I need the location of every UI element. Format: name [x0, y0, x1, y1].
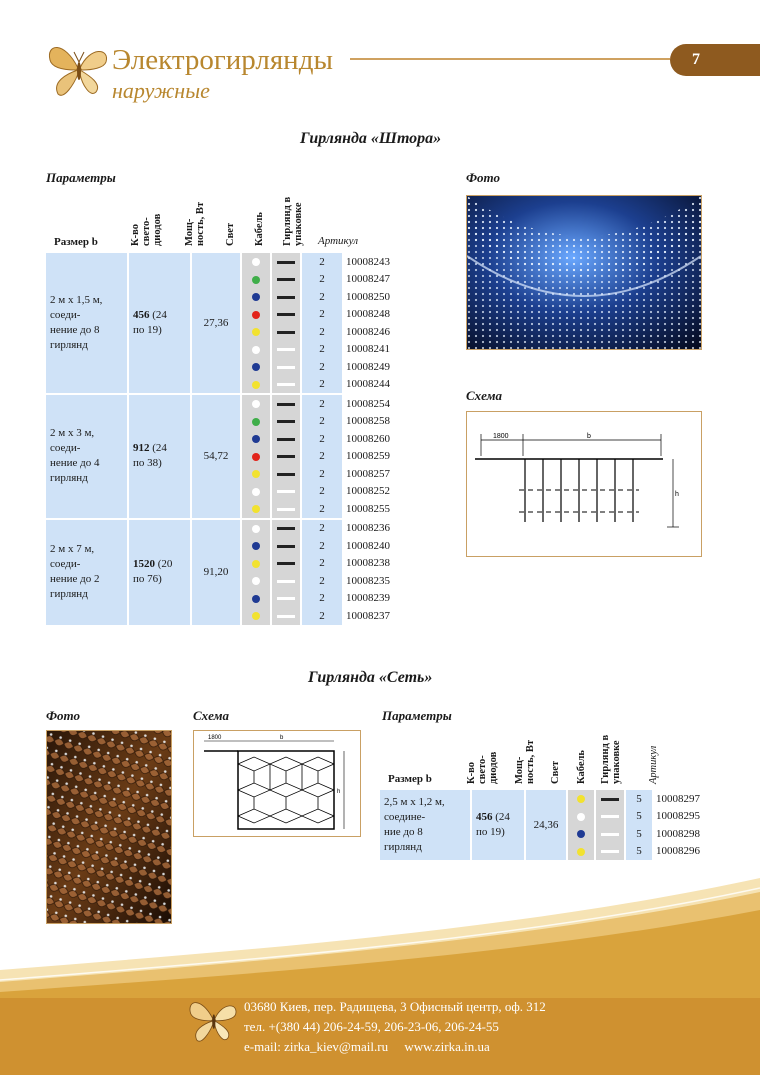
light-color-dot-icon: [252, 470, 260, 478]
light-color-dot-icon: [252, 293, 260, 301]
pack-cell: 2: [301, 500, 342, 519]
cable-cell: [595, 790, 625, 808]
article-cell: 10008250: [342, 288, 406, 306]
cable-color-bar-icon: [277, 261, 295, 264]
power-cell: 24,36: [525, 790, 567, 860]
article-cell: 10008236: [342, 519, 406, 538]
net-scheme: [193, 730, 361, 837]
section-title-net: Гирлянда «Сеть»: [308, 669, 433, 686]
cable-color-bar-icon: [601, 815, 619, 818]
cable-color-bar-icon: [277, 615, 295, 618]
leds-cell: 912 (24 по 38): [128, 394, 191, 519]
scheme-dim-b: b: [587, 433, 591, 440]
pack-cell: 2: [301, 465, 342, 483]
pack-cell: 2: [301, 519, 342, 538]
article-cell: 10008249: [342, 358, 406, 376]
article-cell: 10008247: [342, 271, 406, 289]
article-cell: 10008240: [342, 537, 406, 555]
leds-cell: 1520 (20 по 76): [128, 519, 191, 625]
cable-color-bar-icon: [601, 798, 619, 801]
table-row: [46, 394, 406, 413]
light-color-dot-icon: [577, 830, 585, 838]
cable-color-bar-icon: [277, 278, 295, 281]
article-cell: 10008258: [342, 413, 406, 431]
cable-color-bar-icon: [277, 420, 295, 423]
curtain-spec-table: [46, 253, 406, 625]
photo-label-curtain: Фото: [466, 170, 500, 185]
pack-cell: 2: [301, 288, 342, 306]
pack-cell: 2: [301, 430, 342, 448]
light-color-dot-icon: [252, 363, 260, 371]
light-color-dot-icon: [252, 328, 260, 336]
scheme-label-curtain: Схема: [466, 388, 503, 403]
light-color-dot-icon: [252, 435, 260, 443]
footer-phones: тел. +(380 44) 206-24-59, 206-23-06, 206-24-55: [244, 1019, 499, 1034]
cable-cell: [271, 555, 301, 573]
cable-cell: [271, 413, 301, 431]
article-cell: 10008298: [652, 825, 712, 843]
scheme-label-net: Схема: [193, 708, 230, 723]
params-label-net: Параметры: [382, 708, 452, 723]
light-color-dot-icon: [252, 595, 260, 603]
pack-cell: 2: [301, 590, 342, 608]
net-col-power-header: Мощ- ность, Вт: [514, 739, 536, 784]
power-cell: 91,20: [191, 519, 241, 625]
footer-address: 03680 Киев, пер. Радищева, 3 Офисный центр, оф. 312: [244, 999, 546, 1014]
power-cell: 54,72: [191, 394, 241, 519]
cable-cell: [271, 519, 301, 538]
light-cell: [241, 519, 271, 538]
article-cell: 10008252: [342, 483, 406, 501]
cable-color-bar-icon: [601, 850, 619, 853]
pack-cell: 5: [625, 843, 652, 861]
cable-cell: [271, 376, 301, 395]
pack-cell: 2: [301, 271, 342, 289]
light-color-dot-icon: [252, 311, 260, 319]
light-color-dot-icon: [252, 542, 260, 550]
header-divider: [350, 58, 670, 60]
light-cell: [241, 413, 271, 431]
cable-cell: [271, 572, 301, 590]
pack-cell: 5: [625, 790, 652, 808]
cable-color-bar-icon: [277, 366, 295, 369]
light-cell: [241, 555, 271, 573]
power-cell: 27,36: [191, 253, 241, 394]
brand-subtitle: наружные: [112, 78, 210, 103]
size-cell: 2 м х 1,5 м, соеди- нение до 8 гирлянд: [46, 253, 128, 394]
light-cell: [241, 607, 271, 625]
col-leds-header: К-во свето- диодов: [130, 213, 163, 246]
cable-cell: [271, 253, 301, 271]
col-power-header: Мощ- ность, Вт: [184, 201, 206, 246]
light-color-dot-icon: [252, 400, 260, 408]
light-color-dot-icon: [252, 577, 260, 585]
light-cell: [241, 448, 271, 466]
light-cell: [241, 323, 271, 341]
cable-color-bar-icon: [277, 403, 295, 406]
cable-cell: [271, 483, 301, 501]
light-cell: [241, 341, 271, 359]
light-cell: [241, 271, 271, 289]
cable-color-bar-icon: [277, 296, 295, 299]
light-cell: [567, 825, 595, 843]
cable-cell: [595, 825, 625, 843]
scheme-dim-h: h: [675, 491, 679, 498]
article-cell: 10008295: [652, 808, 712, 826]
light-cell: [241, 358, 271, 376]
page-number: 7: [692, 51, 700, 68]
pack-cell: 5: [625, 825, 652, 843]
article-cell: 10008259: [342, 448, 406, 466]
light-color-dot-icon: [577, 813, 585, 821]
net-col-pack-header: Гирлянд в упаковке: [600, 734, 622, 784]
light-color-dot-icon: [252, 525, 260, 533]
cable-cell: [271, 358, 301, 376]
params-label-curtain: Параметры: [46, 170, 116, 185]
cable-cell: [595, 843, 625, 861]
light-cell: [567, 790, 595, 808]
cable-cell: [271, 394, 301, 413]
cable-color-bar-icon: [277, 331, 295, 334]
curtain-scheme: [466, 411, 702, 557]
light-cell: [241, 306, 271, 324]
curtain-photo: [466, 195, 702, 350]
article-cell: 10008237: [342, 607, 406, 625]
pack-cell: 2: [301, 572, 342, 590]
col-article-header: Артикул: [318, 235, 359, 247]
article-cell: 10008246: [342, 323, 406, 341]
net-scheme-dim-b: b: [280, 735, 284, 741]
pack-cell: 2: [301, 253, 342, 271]
light-color-dot-icon: [252, 488, 260, 496]
light-cell: [241, 288, 271, 306]
cable-cell: [271, 323, 301, 341]
cable-cell: [271, 271, 301, 289]
cable-cell: [595, 808, 625, 826]
cable-color-bar-icon: [277, 383, 295, 386]
light-color-dot-icon: [252, 612, 260, 620]
net-spec-table: [380, 790, 713, 860]
pack-cell: 2: [301, 306, 342, 324]
article-cell: 10008244: [342, 376, 406, 395]
col-light-header: Свет: [225, 222, 236, 246]
article-cell: 10008235: [342, 572, 406, 590]
pack-cell: 2: [301, 555, 342, 573]
article-cell: 10008255: [342, 500, 406, 519]
pack-cell: 2: [301, 341, 342, 359]
scheme-dim-1800: 1800: [493, 433, 509, 440]
pack-cell: 2: [301, 376, 342, 395]
footer-contacts[interactable]: e-mail: zirka_kiev@mail.ru www.zirka.in.ua: [244, 1039, 490, 1054]
light-color-dot-icon: [252, 346, 260, 354]
article-cell: 10008239: [342, 590, 406, 608]
pack-cell: 2: [301, 537, 342, 555]
photo-label-net: Фото: [46, 708, 80, 723]
cable-color-bar-icon: [277, 490, 295, 493]
light-color-dot-icon: [252, 276, 260, 284]
article-cell: 10008243: [342, 253, 406, 271]
light-cell: [241, 537, 271, 555]
article-cell: 10008257: [342, 465, 406, 483]
light-color-dot-icon: [577, 848, 585, 856]
light-color-dot-icon: [252, 381, 260, 389]
cable-cell: [271, 341, 301, 359]
article-cell: 10008241: [342, 341, 406, 359]
light-cell: [241, 394, 271, 413]
cable-color-bar-icon: [277, 527, 295, 530]
net-scheme-dim-1800: 1800: [208, 735, 222, 741]
light-color-dot-icon: [252, 418, 260, 426]
footer-butterfly-icon: [184, 995, 242, 1045]
cable-cell: [271, 306, 301, 324]
col-size-header: Размер b: [54, 236, 98, 248]
light-cell: [241, 500, 271, 519]
cable-color-bar-icon: [277, 580, 295, 583]
butterfly-logo-icon: [44, 38, 112, 100]
table-row: [46, 519, 406, 538]
cable-color-bar-icon: [277, 313, 295, 316]
cable-cell: [271, 448, 301, 466]
cable-cell: [271, 590, 301, 608]
light-color-dot-icon: [252, 453, 260, 461]
light-cell: [241, 430, 271, 448]
cable-color-bar-icon: [277, 438, 295, 441]
light-cell: [241, 465, 271, 483]
cable-color-bar-icon: [277, 545, 295, 548]
cable-cell: [271, 500, 301, 519]
light-cell: [567, 843, 595, 861]
cable-color-bar-icon: [277, 597, 295, 600]
article-cell: 10008296: [652, 843, 712, 861]
pack-cell: 2: [301, 323, 342, 341]
cable-cell: [271, 537, 301, 555]
cable-color-bar-icon: [277, 473, 295, 476]
cable-color-bar-icon: [277, 455, 295, 458]
section-title-curtain: Гирлянда «Штора»: [300, 130, 442, 147]
net-col-size-header: Размер b: [388, 773, 432, 785]
light-cell: [567, 808, 595, 826]
article-cell: 10008297: [652, 790, 712, 808]
article-cell: 10008260: [342, 430, 406, 448]
brand-title: Электрогирлянды: [112, 44, 333, 76]
net-col-light-header: Свет: [550, 760, 561, 784]
pack-cell: 2: [301, 394, 342, 413]
light-color-dot-icon: [252, 258, 260, 266]
light-color-dot-icon: [252, 560, 260, 568]
cable-color-bar-icon: [277, 562, 295, 565]
pack-cell: 5: [625, 808, 652, 826]
pack-cell: 2: [301, 483, 342, 501]
cable-cell: [271, 288, 301, 306]
net-col-leds-header: К-во свето- диодов: [466, 751, 499, 784]
pack-cell: 2: [301, 358, 342, 376]
pack-cell: 2: [301, 448, 342, 466]
light-color-dot-icon: [577, 795, 585, 803]
leds-cell: 456 (24 по 19): [128, 253, 191, 394]
light-cell: [241, 253, 271, 271]
col-pack-header: Гирлянд в упаковке: [282, 196, 304, 246]
table-row: [46, 253, 406, 271]
cable-color-bar-icon: [277, 348, 295, 351]
light-cell: [241, 572, 271, 590]
pack-cell: 2: [301, 413, 342, 431]
article-cell: 10008238: [342, 555, 406, 573]
pack-cell: 2: [301, 607, 342, 625]
light-cell: [241, 376, 271, 395]
col-cable-header: Кабель: [254, 212, 265, 246]
article-cell: 10008248: [342, 306, 406, 324]
light-cell: [241, 590, 271, 608]
size-cell: 2 м х 3 м, соеди- нение до 4 гирлянд: [46, 394, 128, 519]
light-color-dot-icon: [252, 505, 260, 513]
net-scheme-dim-h: h: [337, 789, 341, 795]
size-cell: 2,5 м х 1,2 м, соедине- ние до 8 гирлянд: [380, 790, 471, 860]
cable-color-bar-icon: [277, 508, 295, 511]
net-col-article-header: Артикул: [648, 745, 659, 784]
size-cell: 2 м х 7 м, соеди- нение до 2 гирлянд: [46, 519, 128, 625]
article-cell: 10008254: [342, 394, 406, 413]
cable-color-bar-icon: [601, 833, 619, 836]
cable-cell: [271, 607, 301, 625]
net-col-cable-header: Кабель: [576, 750, 587, 784]
cable-cell: [271, 465, 301, 483]
cable-cell: [271, 430, 301, 448]
table-row: [380, 790, 712, 808]
light-cell: [241, 483, 271, 501]
leds-cell: 456 (24 по 19): [471, 790, 525, 860]
